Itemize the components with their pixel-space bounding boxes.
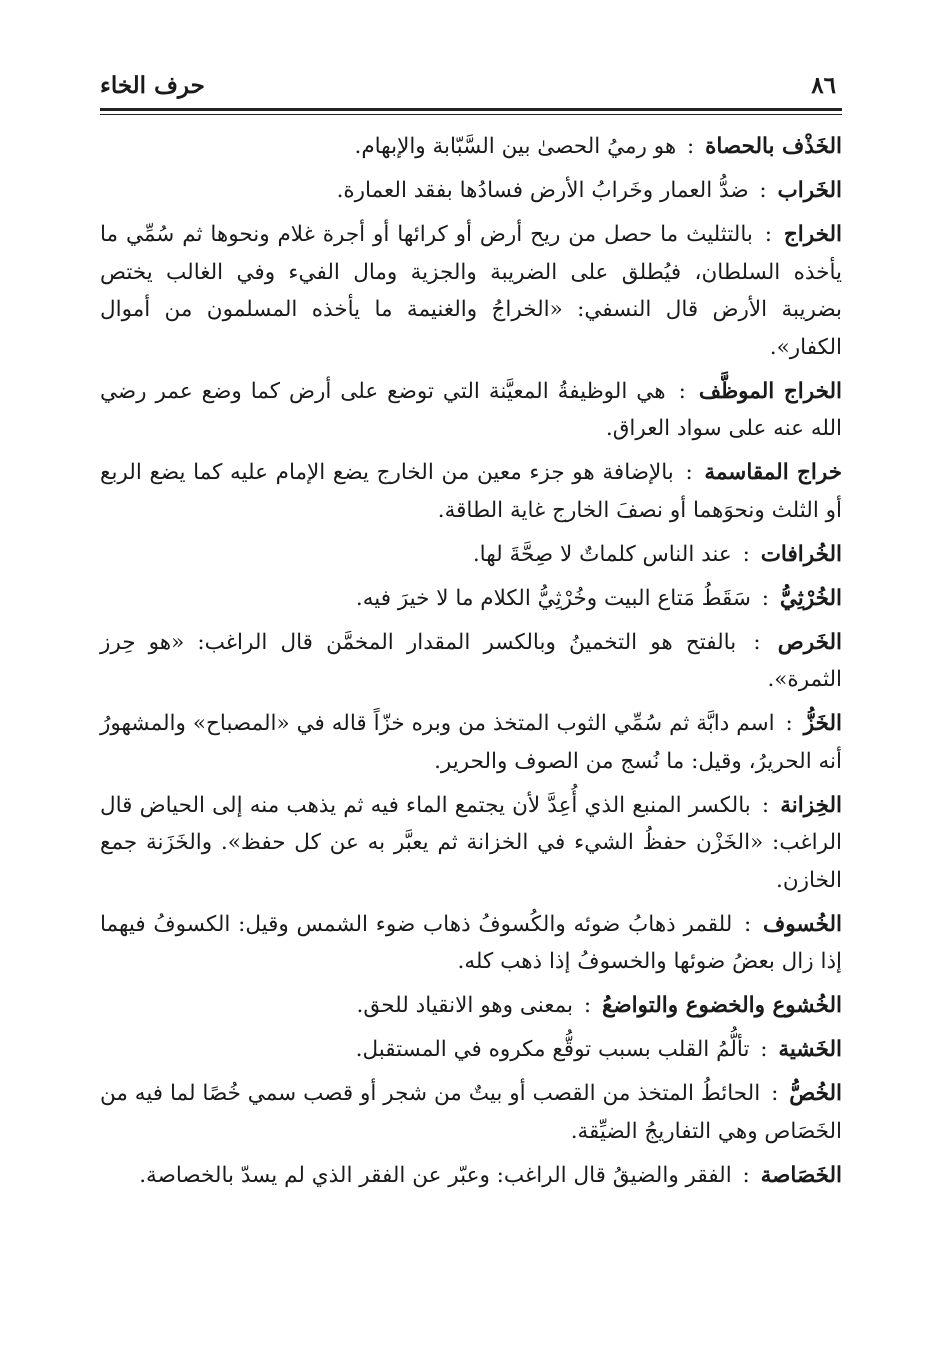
dictionary-entry: الخِزانة : بالكسر المنبع الذي أُعِدَّ لأن يجتمع الماء فيه ثم يذهب منه إلى الحياض قال الراغب: «الخَزْن حفظُ الشيء في الخزانة ثم يعبَّر به عن كل حفظ». والخَزَنة جمع الخازن.	[100, 792, 842, 893]
entry-definition: بالتثليث ما حصل من ريح أرض أو كرائها أو أجرة غلام ونحوها ثم سُمِّي ما يأخذه السلطان، فيُطلق على الضريبة والجزية ومال الفيء وفي الغالب يختص بضريبة الأرض قال النسفي: «الخراجُ والغنيمة ما يأخذه المسلمون من أموال الكفار».	[100, 222, 842, 360]
running-header	[100, 66, 840, 106]
entry-term: الخُرافات	[760, 541, 842, 567]
entry-definition: الفقر والضيقُ قال الراغب: وعبّر عن الفقر الذي لم يسدّ بالخصاصة.	[139, 1162, 732, 1188]
entry-definition: الحائطُ المتخذ من القصب أو بيتٌ من شجر أو قصب سمي خُصًا لما فيه من الخَصَاص وهي التفاريجُ الضيِّقة.	[100, 1081, 842, 1144]
entry-term: الخَرص	[777, 629, 843, 655]
dictionary-entry: الخَزُّ : اسم دابَّة ثم سُمِّي الثوب المتخذ من وبره خزّاً قاله في «المصباح» والمشهورُ أنه الحريرُ، وقيل: ما نُسج من الصوف والحرير.	[100, 711, 842, 774]
entry-definition: عند الناس كلماتٌ لا صِحَّةَ لها.	[472, 541, 732, 567]
entry-term: الخَراب	[777, 178, 842, 203]
dictionary-entry: الخَصَاصة : الفقر والضيقُ قال الراغب: وعبّر عن الفقر الذي لم يسدّ بالخصاصة.	[139, 1162, 842, 1188]
header-rule-thin	[100, 114, 842, 115]
entry-term: الخُسوف	[763, 911, 842, 937]
dictionary-entry: الخُسوف : للقمر ذهابُ ضوئه والكُسوفُ ذهاب ضوء الشمس وقيل: الكسوفُ فيهما إذا زال بعضُ ضوئها والخسوفُ إذا ذهب كله.	[100, 911, 842, 974]
dictionary-entries	[100, 128, 842, 1201]
entry-definition: بالإضافة هو جزء معين من الخارج يضع الإمام عليه كما يضع الربع أو الثلث ونحوَهما أو نصفَ الخارج غاية الطاقة.	[100, 460, 842, 523]
dictionary-entry: الخُشوع والخضوع والتواضعُ : بمعنى وهو الانقياد للحق.	[356, 993, 842, 1018]
entry-definition: اسم دابَّة ثم سُمِّي الثوب المتخذ من وبره خزّاً قاله في «المصباح» والمشهورُ أنه الحريرُ، وقيل: ما نُسج من الصوف والحرير.	[100, 711, 842, 774]
entry-term: الخَشية	[778, 1037, 842, 1062]
entry-definition: بالكسر المنبع الذي أُعِدَّ لأن يجتمع الماء فيه ثم يذهب منه إلى الحياض قال الراغب: «الخَزْن حفظُ الشيء في الخزانة ثم يعبَّر به عن كل حفظ». والخَزَنة جمع الخازن.	[100, 792, 842, 893]
entry-definition: للقمر ذهابُ ضوئه والكُسوفُ ذهاب ضوء الشمس وقيل: الكسوفُ فيهما إذا زال بعضُ ضوئها والخسوفُ إذا ذهب كله.	[100, 911, 842, 974]
entry-definition: بمعنى وهو الانقياد للحق.	[356, 993, 574, 1018]
entry-term: الخراج الموظَّف	[698, 378, 843, 404]
dictionary-entry: الخَرص : بالفتح هو التخمينُ وبالكسر المقدار المخمَّن قال الراغب: «هو حِرز الثمرة».	[100, 629, 843, 692]
dictionary-entry: الخَذْف بالحصاة : هو رميُ الحصىٰ بين السَّبّابة والإبهام.	[354, 134, 842, 159]
page-number: ٨٦	[811, 72, 836, 99]
header-rule-thick	[100, 108, 842, 111]
dictionary-entry: الخراج : بالتثليث ما حصل من ريح أرض أو كرائها أو أجرة غلام ونحوها ثم سُمِّي ما يأخذه السلطان، فيُطلق على الضريبة والجزية ومال الفيء وفي الغالب يختص بضريبة الأرض قال النسفي: «الخراجُ والغنيمة ما يأخذه المسلمون من أموال الكفار».	[100, 222, 842, 360]
entry-definition: هو رميُ الحصىٰ بين السَّبّابة والإبهام.	[354, 134, 677, 159]
dictionary-entry: الخُرْثِيُّ : سَقَطُ مَتاع البيت وخُرْثِيُّ الكلام ما لا خيرَ فيه.	[355, 585, 842, 611]
entry-term: الخراج	[783, 222, 842, 247]
chapter-title: حرف الخاء	[100, 72, 205, 99]
entry-definition: هي الوظيفةُ المعيَّنة التي توضع على أرض كما وضع عمر رضي الله عنه على سواد العراق.	[100, 378, 842, 441]
dictionary-entry: الخَراب : ضدُّ العمار وخَرابُ الأرض فسادُها بفقد العمارة.	[336, 178, 842, 203]
entry-term: الخِزانة	[780, 792, 842, 818]
dictionary-entry: الخُرافات : عند الناس كلماتٌ لا صِحَّةَ لها.	[472, 541, 842, 567]
entry-definition: ضدُّ العمار وخَرابُ الأرض فسادُها بفقد العمارة.	[336, 178, 749, 203]
entry-term: الخَزُّ	[803, 711, 842, 736]
entry-term: الخَصَاصة	[760, 1162, 842, 1188]
dictionary-entry: الخُصُّ : الحائطُ المتخذ من القصب أو بيتٌ من شجر أو قصب سمي خُصًا لما فيه من الخَصَاص وهي التفاريجُ الضيِّقة.	[100, 1081, 842, 1144]
entry-term: الخَذْف بالحصاة	[705, 134, 842, 159]
dictionary-entry: الخَشية : تألُّمُ القلب بسبب توقُّع مكروه في المستقبل.	[355, 1037, 842, 1062]
entry-definition: تألُّمُ القلب بسبب توقُّع مكروه في المستقبل.	[355, 1037, 750, 1062]
dictionary-entry: الخراج الموظَّف : هي الوظيفةُ المعيَّنة التي توضع على أرض كما وضع عمر رضي الله عنه على سواد العراق.	[100, 378, 843, 441]
entry-term: الخُصُّ	[789, 1081, 842, 1106]
dictionary-entry: خراج المقاسمة : بالإضافة هو جزء معين من الخارج يضع الإمام عليه كما يضع الربع أو الثلث ونحوَهما أو نصفَ الخارج غاية الطاقة.	[100, 460, 842, 523]
entry-term: الخُشوع والخضوع والتواضعُ	[601, 993, 842, 1018]
entry-definition: سَقَطُ مَتاع البيت وخُرْثِيُّ الكلام ما لا خيرَ فيه.	[355, 585, 751, 611]
entry-term: الخُرْثِيُّ	[779, 585, 842, 611]
entry-definition: بالفتح هو التخمينُ وبالكسر المقدار المخمَّن قال الراغب: «هو حِرز الثمرة».	[100, 629, 842, 692]
entry-term: خراج المقاسمة	[704, 460, 842, 485]
